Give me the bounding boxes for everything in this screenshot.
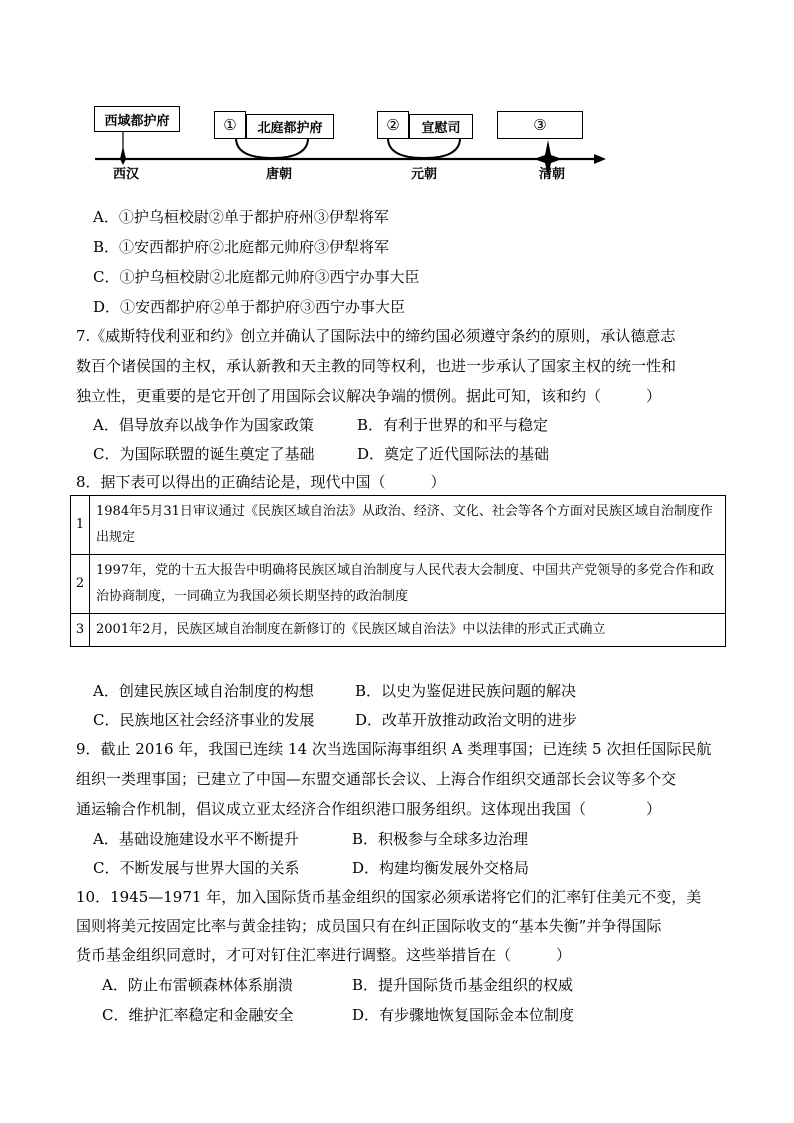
table-row — [71, 614, 726, 647]
q10-option-c: C．维护汇率稳定和金融安全 — [102, 1006, 294, 1024]
era-xihan: 西汉 — [113, 167, 140, 182]
table-row — [71, 555, 726, 614]
q7-option-d: D．奠定了近代国际法的基础 — [357, 445, 550, 463]
q6-option-a: A．①护乌桓校尉②单于都护府州③伊犁将军 — [93, 208, 389, 226]
q9-option-d: D．构建均衡发展外交格局 — [352, 859, 530, 877]
table-row — [71, 496, 726, 555]
row-text: 1997年，党的十五大报告中明确将民族区域自治制度与人民代表大会制度、中国共产党领导的多党合作和政治协商制度，一同确立为我国必须长期坚持的政治制度 — [90, 555, 726, 614]
box-xuanweisi: 宣慰司 — [409, 114, 473, 139]
q9-stem-line-1: 9．截止 2016 年，我国已连续 14 次当选国际海事组织 A 类理事国；已连续 5 次担任国际民航 — [76, 740, 712, 758]
row-number: 3 — [71, 614, 90, 647]
q7-stem-line-1: 7.《威斯特伐利亚和约》创立并确认了国际法中的缔约国必须遵守条约的原则，承认德意志 — [76, 327, 676, 345]
q8-option-d: D．改革开放推动政治文明的进步 — [355, 711, 578, 729]
q6-option-c: C．①护乌桓校尉②北庭都元帅府③西宁办事大臣 — [93, 268, 420, 286]
q6-option-b: B．①安西都护府②北庭都元帅府③伊犁将军 — [93, 238, 390, 256]
q8-option-c: C．民族地区社会经济事业的发展 — [93, 711, 315, 729]
row-number: 1 — [71, 496, 90, 555]
q9-option-a: A．基础设施建设水平不断提升 — [93, 830, 299, 848]
q7-option-a: A．倡导放弃以战争作为国家政策 — [93, 416, 314, 434]
q8-table — [70, 495, 726, 647]
q7-option-b: B．有利于世界的和平与稳定 — [357, 416, 549, 434]
q9-option-c: C．不断发展与世界大国的关系 — [93, 859, 300, 877]
box-beiting-duhufu: 北庭都护府 — [246, 114, 334, 139]
q7-option-c: C．为国际联盟的诞生奠定了基础 — [93, 445, 315, 463]
q10-option-a: A．防止布雷顿森林体系崩溃 — [102, 976, 293, 994]
box-circle-3: ③ — [497, 111, 583, 139]
q10-option-b: B．提升国际货币基金组织的权威 — [352, 976, 574, 994]
row-text: 2001年2月，民族区域自治制度在新修订的《民族区域自治法》中以法律的形式正式确立 — [90, 614, 726, 647]
q7-stem-line-3: 独立性，更重要的是它开创了用国际会议解决争端的惯例。据此可知，该和约（ ） — [76, 387, 662, 405]
q6-option-d: D．①安西都护府②单于都护府③西宁办事大臣 — [93, 298, 406, 316]
box-circle-2: ② — [377, 111, 409, 139]
q9-stem-line-2: 组织一类理事国；已建立了中国—东盟交通部长会议、上海合作组织交通部长会议等多个交 — [76, 770, 677, 788]
row-number: 2 — [71, 555, 90, 614]
q10-stem-line-2: 国则将美元按固定比率与黄金挂钩；成员国只有在纠正国际收支的“基本失衡”并争得国际 — [76, 917, 662, 935]
q8-stem: 8．据下表可以得出的正确结论是，现代中国（ ） — [76, 473, 446, 491]
q10-stem-line-3: 货币基金组织同意时，才可对钉住汇率进行调整。这些举措旨在（ ） — [76, 946, 572, 964]
q8-option-a: A．创建民族区域自治制度的构想 — [93, 682, 314, 700]
q9-stem-line-3: 通运输合作机制，倡议成立亚太经济合作组织港口服务组织。这体现出我国（ ） — [76, 800, 662, 818]
era-qing: 清朝 — [539, 167, 566, 182]
box-circle-1: ① — [214, 111, 246, 139]
box-xiyu-duhufu: 西域都护府 — [94, 106, 180, 132]
q9-option-b: B．积极参与全球多边治理 — [352, 830, 529, 848]
era-yuan: 元朝 — [411, 167, 438, 182]
row-text: 1984年5月31日审议通过《民族区域自治法》从政治、经济、文化、社会等各个方面对民族区域自治制度作出规定 — [90, 496, 726, 555]
q10-option-d: D．有步骤地恢复国际金本位制度 — [352, 1006, 575, 1024]
q7-stem-line-2: 数百个诸侯国的主权，承认新教和天主教的同等权利，也进一步承认了国家主权的统一性和 — [76, 357, 677, 375]
q8-option-b: B．以史为鉴促进民族问题的解决 — [355, 682, 577, 700]
q10-stem-line-1: 10．1945—1971 年，加入国际货币基金组织的国家必须承诺将它们的汇率钉住美元不变，美 — [76, 888, 702, 906]
era-tang: 唐朝 — [266, 167, 293, 182]
